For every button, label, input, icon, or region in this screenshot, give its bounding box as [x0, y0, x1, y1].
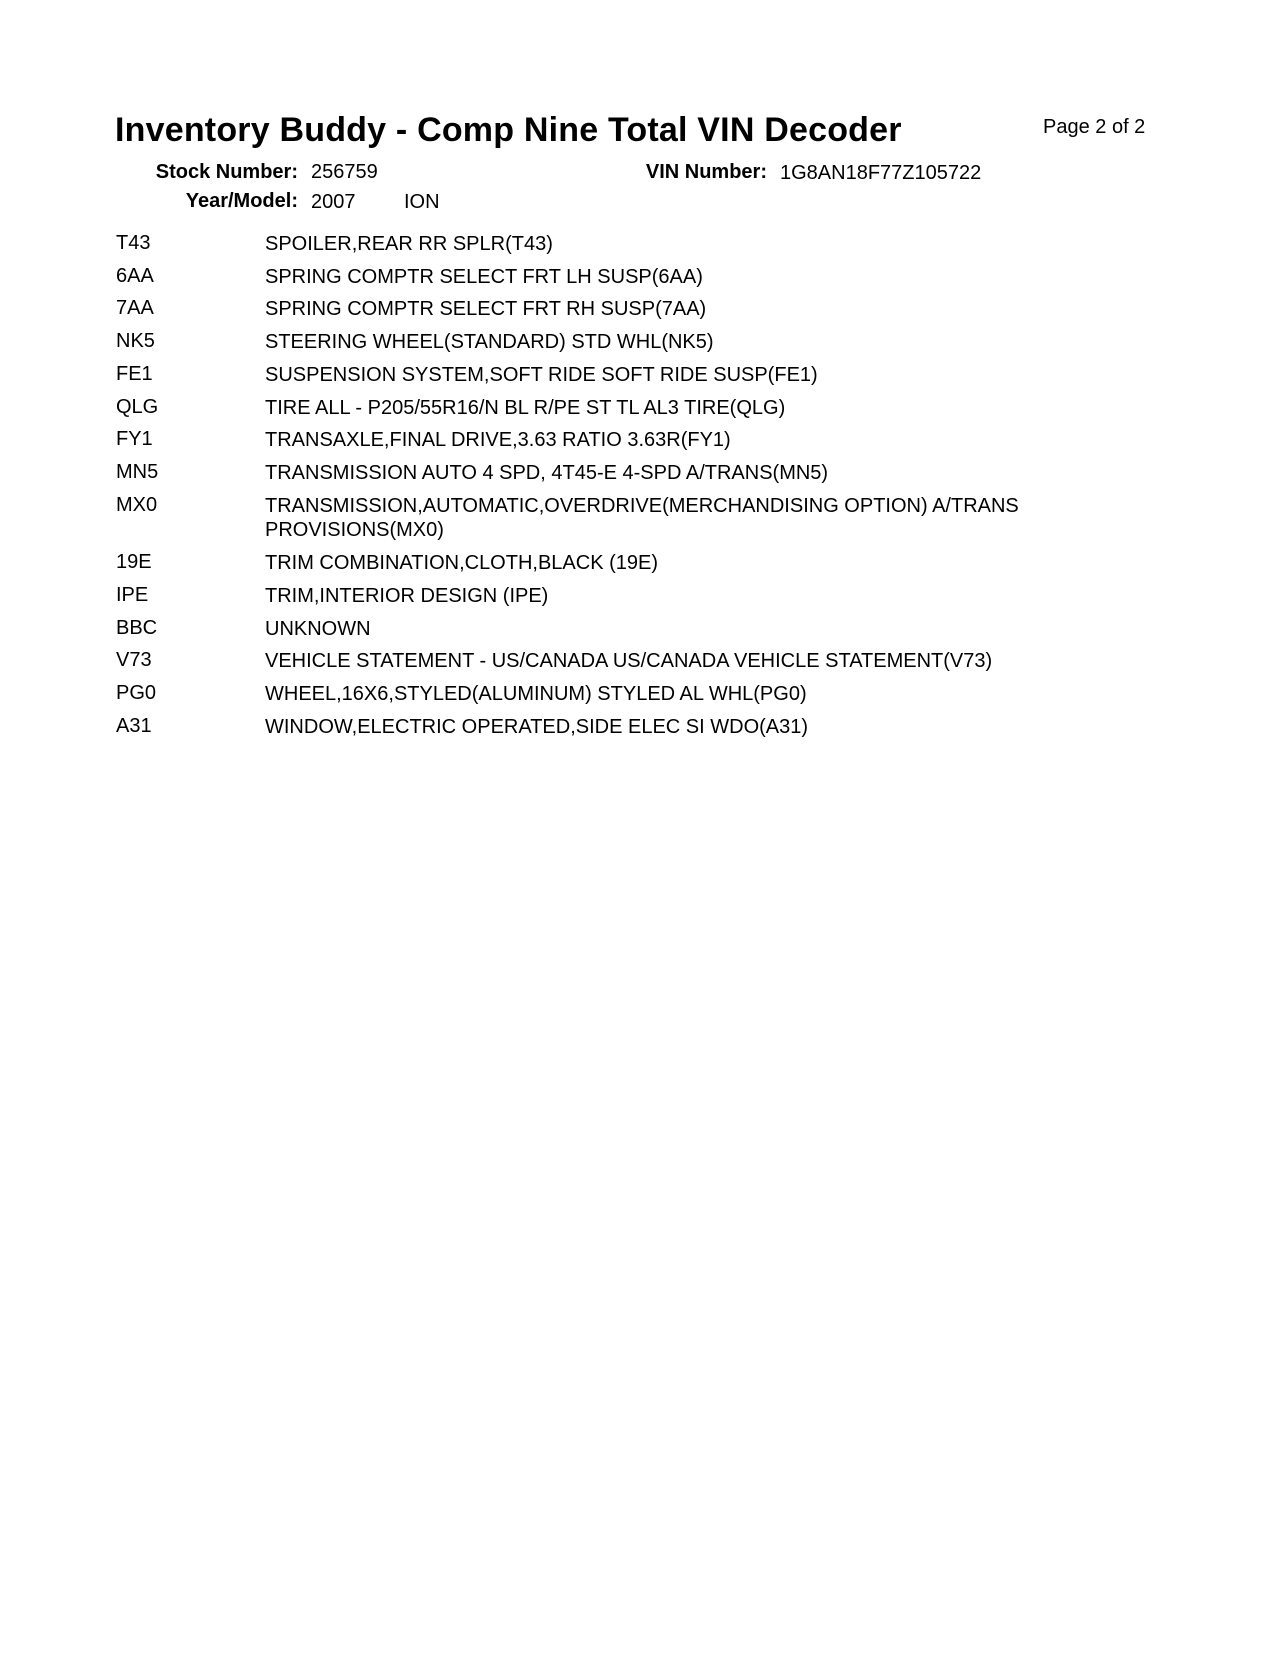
- option-code: FE1: [116, 363, 153, 385]
- stock-number-label: Stock Number:: [155, 161, 298, 183]
- year-model-label: Year/Model:: [185, 190, 298, 212]
- option-code: IPE: [116, 584, 149, 606]
- year-value: 2007: [311, 191, 356, 213]
- option-description: TRANSAXLE,FINAL DRIVE,3.63 RATIO 3.63R(FY1): [265, 429, 731, 451]
- option-code: MN5: [116, 461, 159, 483]
- option-code: PG0: [116, 682, 157, 704]
- option-description: TRIM,INTERIOR DESIGN (IPE): [265, 585, 549, 607]
- option-description: SPRING COMPTR SELECT FRT RH SUSP(7AA): [265, 298, 707, 320]
- option-description: STEERING WHEEL(STANDARD) STD WHL(NK5): [265, 331, 714, 353]
- option-description: TRANSMISSION AUTO 4 SPD, 4T45-E 4-SPD A/TRANS(MN5): [265, 462, 829, 484]
- option-code: T43: [116, 232, 151, 254]
- option-description: TRIM COMBINATION,CLOTH,BLACK (19E): [265, 552, 659, 574]
- option-description: WHEEL,16X6,STYLED(ALUMINUM) STYLED AL WHL(PG0): [265, 683, 807, 705]
- option-code: MX0: [116, 494, 158, 516]
- option-description: UNKNOWN: [265, 618, 371, 640]
- stock-number-value: 256759: [311, 161, 378, 183]
- vin-number-value: 1G8AN18F77Z105722: [780, 162, 982, 184]
- option-description: SUSPENSION SYSTEM,SOFT RIDE SOFT RIDE SUSP(FE1): [265, 364, 818, 386]
- option-description: TRANSMISSION,AUTOMATIC,OVERDRIVE(MERCHANDISING OPTION) A/TRANS PROVISIONS(MX0): [265, 495, 1019, 541]
- option-description: TIRE ALL - P205/55R16/N BL R/PE ST TL AL3 TIRE(QLG): [265, 397, 786, 419]
- vin-number-label: VIN Number:: [645, 161, 767, 183]
- page-indicator: Page 2 of 2: [1043, 116, 1146, 138]
- option-description: WINDOW,ELECTRIC OPERATED,SIDE ELEC SI WDO(A31): [265, 716, 809, 738]
- option-code: V73: [116, 649, 152, 671]
- option-code: NK5: [116, 330, 155, 352]
- option-description: SPRING COMPTR SELECT FRT LH SUSP(6AA): [265, 266, 703, 288]
- option-code: 19E: [116, 551, 152, 573]
- option-code: QLG: [116, 396, 159, 418]
- option-description: SPOILER,REAR RR SPLR(T43): [265, 233, 553, 255]
- model-value: ION: [404, 191, 440, 213]
- page-title: Inventory Buddy - Comp Nine Total VIN Decoder: [115, 111, 902, 149]
- option-code: A31: [116, 715, 152, 737]
- option-code: 7AA: [116, 297, 154, 319]
- option-description: VEHICLE STATEMENT - US/CANADA US/CANADA VEHICLE STATEMENT(V73): [265, 650, 993, 672]
- option-code: BBC: [116, 617, 158, 639]
- option-code: FY1: [116, 428, 153, 450]
- option-code: 6AA: [116, 265, 154, 287]
